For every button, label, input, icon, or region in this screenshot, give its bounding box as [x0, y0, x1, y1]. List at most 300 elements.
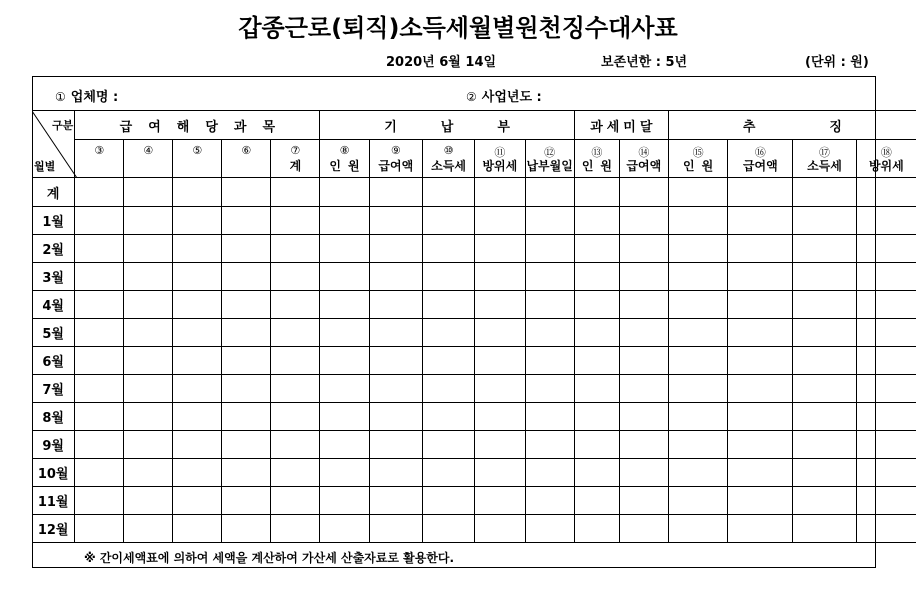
table-row	[32, 403, 916, 431]
data-cell[interactable]	[222, 178, 271, 207]
data-cell[interactable]	[124, 515, 173, 543]
data-cell[interactable]	[475, 487, 525, 515]
data-cell[interactable]	[173, 375, 222, 403]
data-cell[interactable]	[728, 263, 793, 291]
column-header-16	[728, 140, 793, 178]
data-cell[interactable]	[668, 178, 728, 207]
data-cell[interactable]	[369, 319, 422, 347]
data-cell[interactable]	[668, 487, 728, 515]
data-cell[interactable]	[173, 487, 222, 515]
data-cell[interactable]	[320, 347, 369, 375]
data-cell[interactable]	[75, 375, 124, 403]
data-cell[interactable]	[320, 487, 369, 515]
data-cell[interactable]	[619, 515, 668, 543]
column-number: ⑰	[818, 146, 830, 159]
data-cell[interactable]	[222, 319, 271, 347]
data-cell[interactable]	[619, 403, 668, 431]
data-cell[interactable]	[475, 403, 525, 431]
data-cell[interactable]	[222, 235, 271, 263]
data-cell[interactable]	[619, 375, 668, 403]
business-year-label: 사업년도 :	[481, 90, 542, 105]
data-cell[interactable]	[856, 291, 916, 319]
table-row	[32, 375, 916, 403]
data-cell[interactable]	[369, 375, 422, 403]
data-cell[interactable]	[574, 487, 619, 515]
data-cell[interactable]	[525, 459, 574, 487]
data-cell[interactable]	[793, 515, 856, 543]
data-cell[interactable]	[422, 235, 474, 263]
group-collection: 추징	[668, 111, 916, 140]
data-cell[interactable]	[475, 319, 525, 347]
data-cell[interactable]	[369, 207, 422, 235]
group-pay-items: 급여해당과목	[75, 111, 320, 140]
data-cell[interactable]	[574, 235, 619, 263]
table-row	[32, 459, 916, 487]
data-cell[interactable]	[668, 207, 728, 235]
data-cell[interactable]	[75, 403, 124, 431]
year-number: ②	[466, 90, 477, 104]
data-cell[interactable]	[422, 263, 474, 291]
data-cell[interactable]	[668, 319, 728, 347]
data-cell[interactable]	[75, 207, 124, 235]
column-header-7	[271, 140, 320, 178]
data-cell[interactable]	[525, 235, 574, 263]
data-cell[interactable]	[369, 515, 422, 543]
data-cell[interactable]	[422, 431, 474, 459]
data-cell[interactable]	[271, 178, 320, 207]
data-cell[interactable]	[271, 403, 320, 431]
table-row	[32, 319, 916, 347]
data-cell[interactable]	[75, 235, 124, 263]
month-label: 월별	[34, 160, 56, 173]
column-label: 급여액	[626, 159, 662, 173]
column-header-row	[32, 140, 916, 178]
data-cell[interactable]	[271, 319, 320, 347]
data-cell[interactable]	[728, 178, 793, 207]
data-cell[interactable]	[222, 487, 271, 515]
data-cell[interactable]	[271, 347, 320, 375]
column-number: ⑭	[638, 146, 650, 159]
data-cell[interactable]	[525, 515, 574, 543]
footnote: ※ 간이세액표에 의하여 세액을 계산하여 가산세 산출자료로 활용한다.	[84, 551, 455, 565]
data-cell[interactable]	[173, 263, 222, 291]
data-cell[interactable]	[856, 347, 916, 375]
data-cell[interactable]	[124, 263, 173, 291]
company-name-field[interactable]	[55, 86, 118, 105]
data-cell[interactable]	[475, 178, 525, 207]
data-cell[interactable]	[173, 319, 222, 347]
data-cell[interactable]	[619, 178, 668, 207]
data-cell[interactable]	[525, 487, 574, 515]
table-row	[32, 291, 916, 319]
data-cell[interactable]	[793, 207, 856, 235]
data-cell[interactable]	[728, 207, 793, 235]
data-cell[interactable]	[574, 207, 619, 235]
column-label: 급여액	[742, 159, 778, 173]
row-label: 1월	[32, 207, 75, 235]
row-label: 계	[32, 178, 75, 207]
form-date: 2020년 6월 14일	[386, 55, 497, 70]
data-cell[interactable]	[728, 319, 793, 347]
data-cell[interactable]	[222, 375, 271, 403]
data-cell[interactable]	[369, 459, 422, 487]
column-number: ⑮	[692, 146, 704, 159]
column-header-4	[124, 140, 173, 178]
data-cell[interactable]	[793, 487, 856, 515]
column-number: ⑱	[880, 146, 892, 159]
data-cell[interactable]	[173, 207, 222, 235]
data-cell[interactable]	[619, 207, 668, 235]
data-cell[interactable]	[525, 263, 574, 291]
table-row	[32, 347, 916, 375]
data-cell[interactable]	[525, 319, 574, 347]
data-cell[interactable]	[422, 459, 474, 487]
data-cell[interactable]	[856, 319, 916, 347]
data-cell[interactable]	[574, 178, 619, 207]
data-cell[interactable]	[222, 459, 271, 487]
data-cell[interactable]	[574, 291, 619, 319]
data-cell[interactable]	[668, 403, 728, 431]
data-cell[interactable]	[75, 431, 124, 459]
data-cell[interactable]	[173, 178, 222, 207]
data-cell[interactable]	[75, 459, 124, 487]
data-cell[interactable]	[793, 459, 856, 487]
group-header-row	[32, 111, 916, 140]
column-header-17	[793, 140, 856, 178]
data-cell[interactable]	[856, 263, 916, 291]
column-number: ⑫	[544, 146, 556, 159]
data-cell[interactable]	[369, 487, 422, 515]
data-cell[interactable]	[271, 291, 320, 319]
data-cell[interactable]	[525, 403, 574, 431]
data-cell[interactable]	[475, 347, 525, 375]
data-cell[interactable]	[124, 347, 173, 375]
data-cell[interactable]	[124, 319, 173, 347]
data-cell[interactable]	[271, 515, 320, 543]
data-cell[interactable]	[475, 235, 525, 263]
data-cell[interactable]	[124, 207, 173, 235]
data-cell[interactable]	[668, 347, 728, 375]
data-cell[interactable]	[124, 375, 173, 403]
data-cell[interactable]	[422, 375, 474, 403]
corner-cell	[32, 111, 75, 178]
data-cell[interactable]	[320, 263, 369, 291]
data-cell[interactable]	[75, 263, 124, 291]
ledger-table	[32, 110, 916, 567]
column-header-10	[422, 140, 474, 178]
column-number: ⑦	[290, 144, 301, 157]
data-cell[interactable]	[173, 515, 222, 543]
data-cell[interactable]	[369, 431, 422, 459]
data-cell[interactable]	[222, 515, 271, 543]
column-header-5	[173, 140, 222, 178]
column-number: ⑥	[241, 144, 252, 157]
column-number: ⑧	[339, 144, 350, 157]
data-cell[interactable]	[856, 403, 916, 431]
data-cell[interactable]	[574, 319, 619, 347]
data-cell[interactable]	[124, 431, 173, 459]
column-label: 급여액	[378, 159, 414, 173]
group-untaxed: 과세미달	[574, 111, 668, 140]
data-cell[interactable]	[124, 459, 173, 487]
data-cell[interactable]	[525, 291, 574, 319]
column-number: ⑨	[390, 144, 401, 157]
company-number: ①	[55, 90, 66, 104]
data-cell[interactable]	[222, 403, 271, 431]
data-cell[interactable]	[75, 319, 124, 347]
data-cell[interactable]	[525, 431, 574, 459]
data-cell[interactable]	[75, 487, 124, 515]
data-cell[interactable]	[369, 347, 422, 375]
column-number: ③	[94, 144, 105, 157]
data-cell[interactable]	[668, 375, 728, 403]
ledger-table-wrapper	[32, 110, 916, 567]
data-cell[interactable]	[222, 431, 271, 459]
data-cell[interactable]	[75, 178, 124, 207]
column-number: ⑬	[591, 146, 603, 159]
data-cell[interactable]	[320, 319, 369, 347]
column-header-8	[320, 140, 369, 178]
data-cell[interactable]	[574, 347, 619, 375]
column-label: 인원	[683, 159, 721, 173]
data-cell[interactable]	[856, 375, 916, 403]
data-cell[interactable]	[619, 487, 668, 515]
column-number: ⑤	[192, 144, 203, 157]
data-cell[interactable]	[320, 178, 369, 207]
row-label: 11월	[32, 487, 75, 515]
column-header-15	[668, 140, 728, 178]
data-cell[interactable]	[856, 207, 916, 235]
data-cell[interactable]	[574, 515, 619, 543]
column-header-13	[574, 140, 619, 178]
company-name-label: 업체명 :	[70, 90, 119, 105]
data-cell[interactable]	[525, 375, 574, 403]
data-cell[interactable]	[793, 347, 856, 375]
group-payment: 기납부	[320, 111, 574, 140]
data-cell[interactable]	[173, 459, 222, 487]
column-header-11	[475, 140, 525, 178]
data-cell[interactable]	[271, 487, 320, 515]
data-cell[interactable]	[271, 207, 320, 235]
data-cell[interactable]	[271, 375, 320, 403]
table-row	[32, 515, 916, 543]
data-cell[interactable]	[422, 291, 474, 319]
data-cell[interactable]	[668, 235, 728, 263]
column-number: ⑩	[443, 144, 454, 157]
data-cell[interactable]	[728, 487, 793, 515]
data-cell[interactable]	[320, 459, 369, 487]
data-cell[interactable]	[124, 291, 173, 319]
column-number: ④	[143, 144, 154, 157]
table-row	[32, 235, 916, 263]
data-cell[interactable]	[320, 375, 369, 403]
data-cell[interactable]	[173, 291, 222, 319]
column-label: 계	[289, 159, 302, 173]
data-cell[interactable]	[856, 178, 916, 207]
business-year-field[interactable]	[466, 86, 542, 105]
data-cell[interactable]	[124, 235, 173, 263]
data-cell[interactable]	[369, 235, 422, 263]
data-cell[interactable]	[222, 291, 271, 319]
column-header-6	[222, 140, 271, 178]
data-cell[interactable]	[173, 347, 222, 375]
column-label: 인원	[329, 159, 367, 173]
row-label: 8월	[32, 403, 75, 431]
data-cell[interactable]	[475, 515, 525, 543]
data-cell[interactable]	[793, 178, 856, 207]
data-cell[interactable]	[320, 431, 369, 459]
data-cell[interactable]	[668, 459, 728, 487]
row-label: 6월	[32, 347, 75, 375]
data-cell[interactable]	[793, 375, 856, 403]
category-label: 구분	[52, 119, 74, 132]
data-cell[interactable]	[475, 431, 525, 459]
data-cell[interactable]	[75, 291, 124, 319]
column-label: 소득세	[807, 159, 842, 173]
data-cell[interactable]	[75, 515, 124, 543]
column-number: ⑯	[754, 146, 766, 159]
column-number: ⑪	[494, 146, 506, 159]
data-cell[interactable]	[574, 403, 619, 431]
row-label: 4월	[32, 291, 75, 319]
data-cell[interactable]	[525, 347, 574, 375]
data-cell[interactable]	[619, 235, 668, 263]
data-cell[interactable]	[728, 431, 793, 459]
data-cell[interactable]	[271, 263, 320, 291]
data-cell[interactable]	[728, 235, 793, 263]
data-cell[interactable]	[856, 431, 916, 459]
data-cell[interactable]	[574, 431, 619, 459]
column-header-9	[369, 140, 422, 178]
data-cell[interactable]	[475, 263, 525, 291]
data-cell[interactable]	[124, 178, 173, 207]
column-header-3	[75, 140, 124, 178]
data-cell[interactable]	[574, 375, 619, 403]
column-header-14	[619, 140, 668, 178]
data-cell[interactable]	[271, 459, 320, 487]
data-cell[interactable]	[422, 178, 474, 207]
data-cell[interactable]	[320, 403, 369, 431]
data-cell[interactable]	[320, 235, 369, 263]
table-row	[32, 487, 916, 515]
data-cell[interactable]	[728, 347, 793, 375]
data-cell[interactable]	[475, 207, 525, 235]
data-cell[interactable]	[369, 263, 422, 291]
row-label: 10월	[32, 459, 75, 487]
column-label: 방위세	[868, 159, 904, 173]
data-cell[interactable]	[574, 263, 619, 291]
data-cell[interactable]	[793, 403, 856, 431]
data-cell[interactable]	[369, 178, 422, 207]
data-cell[interactable]	[422, 319, 474, 347]
data-cell[interactable]	[75, 347, 124, 375]
row-label: 2월	[32, 235, 75, 263]
data-cell[interactable]	[271, 235, 320, 263]
data-cell[interactable]	[728, 515, 793, 543]
data-cell[interactable]	[728, 459, 793, 487]
data-cell[interactable]	[422, 403, 474, 431]
data-cell[interactable]	[668, 291, 728, 319]
data-cell[interactable]	[619, 319, 668, 347]
column-label: 방위세	[482, 159, 518, 173]
data-cell[interactable]	[619, 459, 668, 487]
row-label: 12월	[32, 515, 75, 543]
column-header-18	[856, 140, 916, 178]
data-cell[interactable]	[793, 291, 856, 319]
data-cell[interactable]	[793, 263, 856, 291]
table-row	[32, 178, 916, 207]
data-cell[interactable]	[320, 207, 369, 235]
data-cell[interactable]	[619, 291, 668, 319]
data-cell[interactable]	[475, 291, 525, 319]
data-cell[interactable]	[422, 347, 474, 375]
row-label: 3월	[32, 263, 75, 291]
data-cell[interactable]	[856, 487, 916, 515]
data-cell[interactable]	[320, 291, 369, 319]
data-cell[interactable]	[422, 515, 474, 543]
column-label: 소득세	[431, 159, 466, 173]
retention-period: 보존년한 : 5년	[601, 55, 688, 70]
column-label: 납부월일	[526, 159, 573, 173]
data-cell[interactable]	[668, 431, 728, 459]
data-cell[interactable]	[271, 431, 320, 459]
row-label: 9월	[32, 431, 75, 459]
data-cell[interactable]	[422, 207, 474, 235]
data-cell[interactable]	[124, 487, 173, 515]
data-cell[interactable]	[222, 263, 271, 291]
data-cell[interactable]	[619, 263, 668, 291]
data-cell[interactable]	[619, 347, 668, 375]
data-cell[interactable]	[369, 291, 422, 319]
column-label: 인원	[581, 159, 619, 173]
data-cell[interactable]	[369, 403, 422, 431]
data-cell[interactable]	[173, 431, 222, 459]
data-cell[interactable]	[793, 319, 856, 347]
data-cell[interactable]	[222, 347, 271, 375]
form-title: 갑종근로(퇴직)소득세월별원천징수대사표	[238, 14, 678, 42]
data-cell[interactable]	[574, 459, 619, 487]
data-cell[interactable]	[668, 515, 728, 543]
row-label: 5월	[32, 319, 75, 347]
data-cell[interactable]	[856, 235, 916, 263]
data-cell[interactable]	[124, 403, 173, 431]
data-cell[interactable]	[525, 178, 574, 207]
data-cell[interactable]	[619, 431, 668, 459]
column-header-12	[525, 140, 574, 178]
row-label: 7월	[32, 375, 75, 403]
data-cell[interactable]	[320, 515, 369, 543]
data-cell[interactable]	[475, 375, 525, 403]
table-row	[32, 263, 916, 291]
data-cell[interactable]	[525, 207, 574, 235]
data-cell[interactable]	[222, 207, 271, 235]
data-cell[interactable]	[173, 403, 222, 431]
data-cell[interactable]	[728, 375, 793, 403]
data-cell[interactable]	[422, 487, 474, 515]
table-row	[32, 431, 916, 459]
data-cell[interactable]	[668, 263, 728, 291]
data-cell[interactable]	[856, 459, 916, 487]
currency-unit: (단위 : 원)	[805, 55, 869, 70]
data-cell[interactable]	[728, 403, 793, 431]
data-cell[interactable]	[793, 431, 856, 459]
table-row	[32, 207, 916, 235]
data-cell[interactable]	[173, 235, 222, 263]
data-cell[interactable]	[793, 235, 856, 263]
data-cell[interactable]	[856, 515, 916, 543]
data-cell[interactable]	[728, 291, 793, 319]
data-cell[interactable]	[475, 459, 525, 487]
